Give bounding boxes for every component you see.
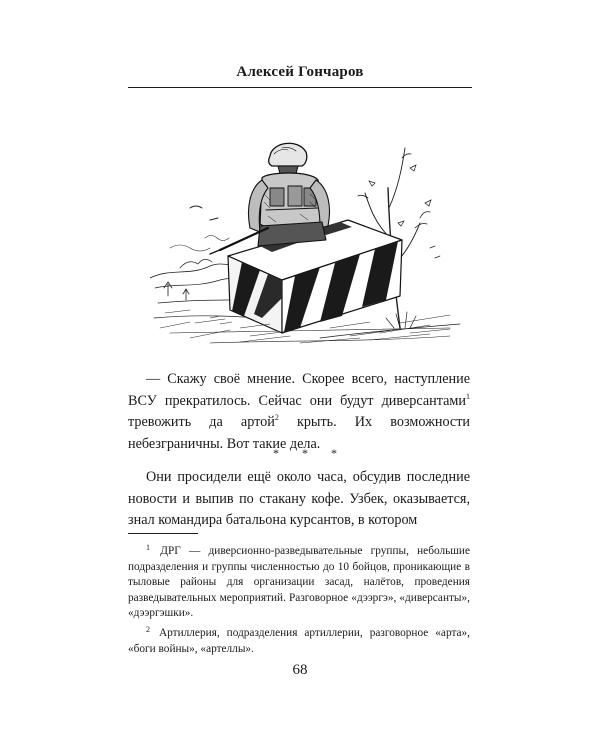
body-paragraph-2 xyxy=(128,467,470,532)
body-paragraph-1 xyxy=(128,369,470,455)
footnote-rule xyxy=(128,533,198,534)
body-text: — Скажу своё мнение. Скорее всего, наступление ВСУ прекратилось. Сейчас они будут диверсантами xyxy=(128,371,470,409)
running-header: Алексей Гончаров xyxy=(236,64,364,80)
footnote-number: 1 xyxy=(146,543,150,552)
footnotes xyxy=(128,540,470,657)
footnote-2 xyxy=(128,622,470,657)
body-text: Они просидели ещё около часа, обсудив последние новости и выпив по стакану кофе. Узбек, оказывается, знал командира батальона курсантов, в котором xyxy=(128,469,470,528)
footnote-text: Артиллерия, подразделения артиллерии, разговорное «арта», «боги войны», «артеллы». xyxy=(128,626,471,655)
footnote-text: ДРГ — диверсионно-разведывательные группы, небольшие подразделения и группы численностью до 10 бойцов, проникающие в тыловые районы для организации засад, налётов, проведения разведывательных мероприятий. Разговорное «дээргэ», «диверсанты», «дээргэшки». xyxy=(128,545,470,620)
footnote-1 xyxy=(128,540,470,622)
header-rule xyxy=(128,87,472,88)
footnote-ref-2[interactable]: 2 xyxy=(274,413,279,422)
body-text: крыть. Их возможности небезграничны. Вот такие дела. xyxy=(128,414,470,452)
footnote-ref-1[interactable]: 1 xyxy=(466,391,470,401)
illustration-sketch xyxy=(150,128,470,353)
scene-separator: * * * xyxy=(273,446,347,460)
footnote-number: 2 xyxy=(146,624,150,634)
body-text: тревожить да артой xyxy=(128,414,275,430)
page-number: 68 xyxy=(292,662,308,678)
